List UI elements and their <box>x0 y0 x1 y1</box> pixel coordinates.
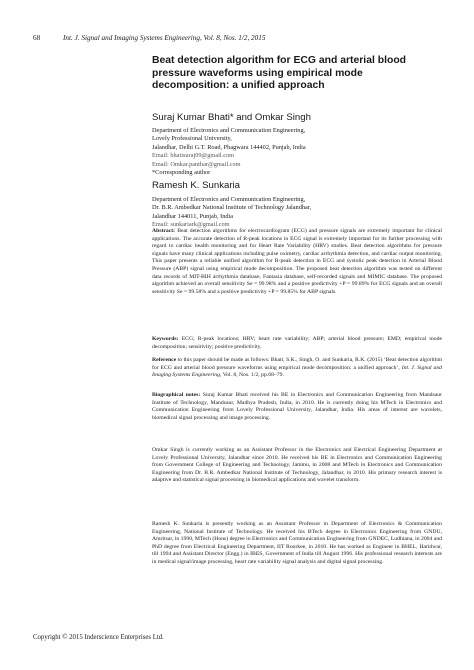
author-line-2: Ramesh K. Sunkaria <box>152 180 240 191</box>
reference-note <box>152 357 442 380</box>
affiliation-2-line-1: Department of Electronics and Communication Engineering, <box>152 196 306 203</box>
email-2: Email: Omkar.panthar@gmail.com <box>152 160 241 168</box>
reference-journal: Int. J. Signal and Imaging Systems Engineering, <box>152 364 443 379</box>
bio-text-1: Suraj Kumar Bhati received his BE in Electronics and Communication Engineering from Mandsaur Institute of Technology, Mandsaur, Madhya Pradesh, India, in 2010. He is currently doing his MTech in Electronics and Communication Engineering from Lovely Professional University, Jalandhar, India. His areas of interest are wavelets, biomedical signal processing and image processing. <box>152 392 443 421</box>
affiliation-2 <box>152 196 442 230</box>
abstract <box>152 228 442 296</box>
running-header <box>33 34 441 46</box>
bio-paragraph-2: Omkar Singh is currently working as an Assistant Professor in the Electronics and Electrical Engineering Department at Lovely Professional University, Jalandhar since 2010. He received his BE in Electronics and Communication Engineering from Government College of Engineering and Technology, Jammu, in 2008 and MTech in Electronics and Communication Engineering from Dr. B.R. Ambedkar National Institute of Technology, Jalandhar, in 2010. His primary research interest is adaptive and statistical signal processing in biomedical applications and wavelet transform. <box>152 447 442 484</box>
abstract-label: Abstract: <box>152 228 176 234</box>
affiliation-1-line-2: Lovely Professional University, <box>152 135 232 143</box>
copyright-footer: Copyright © 2015 Inderscience Enterprises Ltd. <box>33 634 164 641</box>
reference-text-2: Vol. 8, Nos. 1/2, pp.68–79. <box>222 372 284 379</box>
keywords-text: ECG; R-peak locations; HRV; heart rate variability; ABP; arterial blood pressure; EMD; empirical mode decomposition; sensitivity; positive predictivity. <box>152 336 442 350</box>
corresponding-author-note: *Corresponding author <box>152 169 211 177</box>
reference-text-1: to this paper should be made as follows: Bhati, S.K., Singh, O. and Sunkaria, R.K. (2015) ‘Beat detection algorithm for ECG and arterial blood pressure waveforms using empirical mode decomposition: a unified approach’, <box>152 357 443 371</box>
affiliation-1 <box>152 127 442 177</box>
affiliation-1-line-1: Department of Electronics and Communication Engineering, <box>152 127 306 134</box>
reference-label: Reference <box>152 357 177 363</box>
bio-paragraph-3: Ramesh K. Sunkaria is presently working as an Assistant Professor in Department of Electronics & Communication Engineering, National Institute of Technology. He received his BTech degree in Electronics Engineering from GNDU, Amritsar, in 1990, MTech (Hons) degree in Electronics and Communication Engineering from GNDEC, Ludhiana, in 2004 and PhD degree from Electrical Engineering Department, IIT Roorkee, in 2010. He has worked as Engineer in BHEL, Haridwar, till 1994 and Assistant Director (Engg.) in IBES, Government of India till August 1996. His professional research interests are in medical signal/image processing, heart rate variability signal analysis and digital signal processing. <box>152 521 443 565</box>
affiliation-2-line-3: Jalandhar 144011, Punjab, India <box>152 212 234 220</box>
keywords <box>152 336 442 351</box>
bio-label: Biographical notes: <box>152 392 201 398</box>
bio-paragraph-1 <box>152 392 442 422</box>
author-line-1: Suraj Kumar Bhati* and Omkar Singh <box>152 112 311 123</box>
email-3: Email: sunkariark@gmail.com <box>152 221 230 229</box>
affiliation-2-line-2: Dr. B.R. Ambedkar National Institute of Technology Jalandhar, <box>152 204 312 212</box>
email-1: Email: bhatisuraj09@gmail.com <box>152 152 235 160</box>
page-number: 68 <box>33 34 41 42</box>
paper-title: Beat detection algorithm for ECG and arterial blood pressure waveforms using empirical mode decomposition: a unified approach <box>152 55 407 92</box>
abstract-text: Beat detection algorithms for electrocardiogram (ECG) and pressure signals are extremely important for clinical applications. The accurate detection of R-peak locations in ECG signal is extremely important for its further processing with regard to cardiac health monitoring and for Heart Rate Variability (HRV) studies. Beat detection algorithms for pressure signals have many clinical applications including pulse oximetry, cardiac arrhythmia detection, and cardiac output monitoring. This paper presents a reliable unified algorithm for R-peak detection in ECG and systolic peak detection in Arterial Blood Pressure (ABP) signal using empirical mode decomposition. The proposed beat detection algorithm was tested on different data records of MIT-BIH arrhythmia database, Fantasia database, self-recorded signals and MIMIC database. The proposed algorithm achieved an overall sensitivity Se = 99.98% and a positive predictivity +P = 99.89% for ECG signals and an overall sensitivity Se = 99.58% and a positive predictivity +P = 99.85% for ABP signals. <box>152 228 443 295</box>
journal-name: Int. J. Signal and Imaging Systems Engineering, Vol. 8, Nos. 1/2, 2015 <box>63 34 266 42</box>
keywords-label: Keywords: <box>152 336 179 342</box>
affiliation-1-line-3: Jalandhar, Delhi G.T. Road, Phagwara 144402, Punjab, India <box>152 143 306 151</box>
